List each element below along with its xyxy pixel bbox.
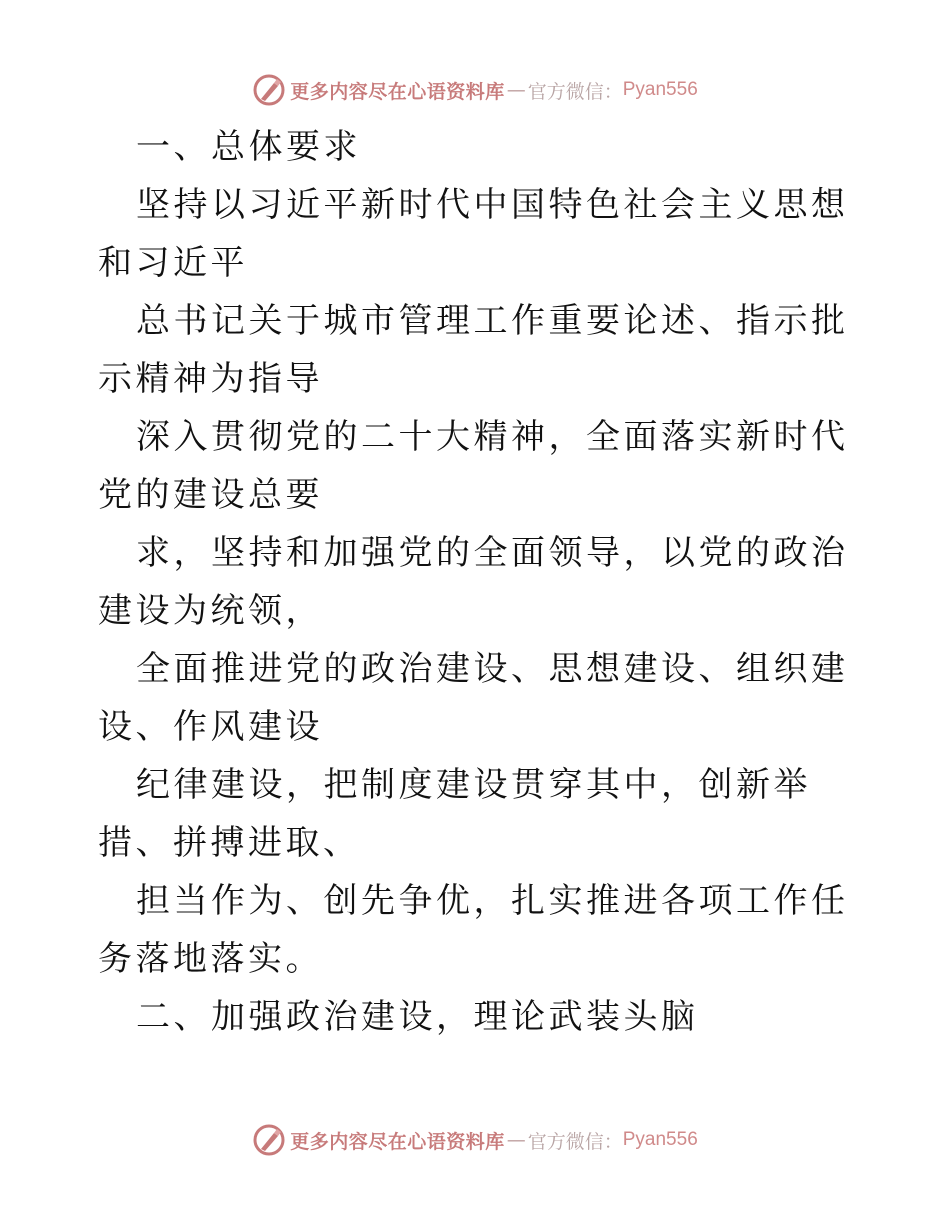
banner-wechat-id: Pyan556 (622, 79, 698, 100)
paragraph: 担当作为、创先争优，扎实推进各项工作任务落地落实。 (98, 881, 849, 979)
banner-separator: — (506, 1129, 526, 1151)
document-body (98, 118, 854, 1046)
paragraph: 纪律建设，把制度建设贯穿其中，创新举措、拼搏进取、 (98, 765, 811, 863)
pen-logo-icon (252, 73, 286, 107)
pen-logo-icon (252, 1123, 286, 1157)
header-watermark-banner (0, 70, 950, 110)
banner-separator: — (506, 79, 526, 101)
paragraph: 全面推进党的政治建设、思想建设、组织建设、作风建设 (98, 649, 849, 747)
banner-label: 官方微信： (527, 1130, 623, 1153)
paragraph: 深入贯彻党的二十大精神，全面落实新时代党的建设总要 (98, 417, 849, 515)
banner-wechat-id: Pyan556 (622, 1129, 698, 1150)
paragraph: 总书记关于城市管理工作重要论述、指示批示精神为指导 (98, 301, 849, 399)
banner-main-text: 更多内容尽在心语资料库 (290, 80, 505, 103)
banner-label: 官方微信： (527, 80, 623, 103)
paragraph: 求，坚持和加强党的全面领导，以党的政治建设为统领， (98, 533, 849, 631)
banner-main-text: 更多内容尽在心语资料库 (290, 1130, 505, 1153)
paragraph-heading-2: 二、加强政治建设，理论武装头脑 (136, 997, 699, 1037)
footer-watermark-banner (0, 1120, 950, 1160)
paragraph: 坚持以习近平新时代中国特色社会主义思想和习近平 (98, 185, 849, 283)
paragraph-heading-1: 一、总体要求 (136, 127, 361, 167)
